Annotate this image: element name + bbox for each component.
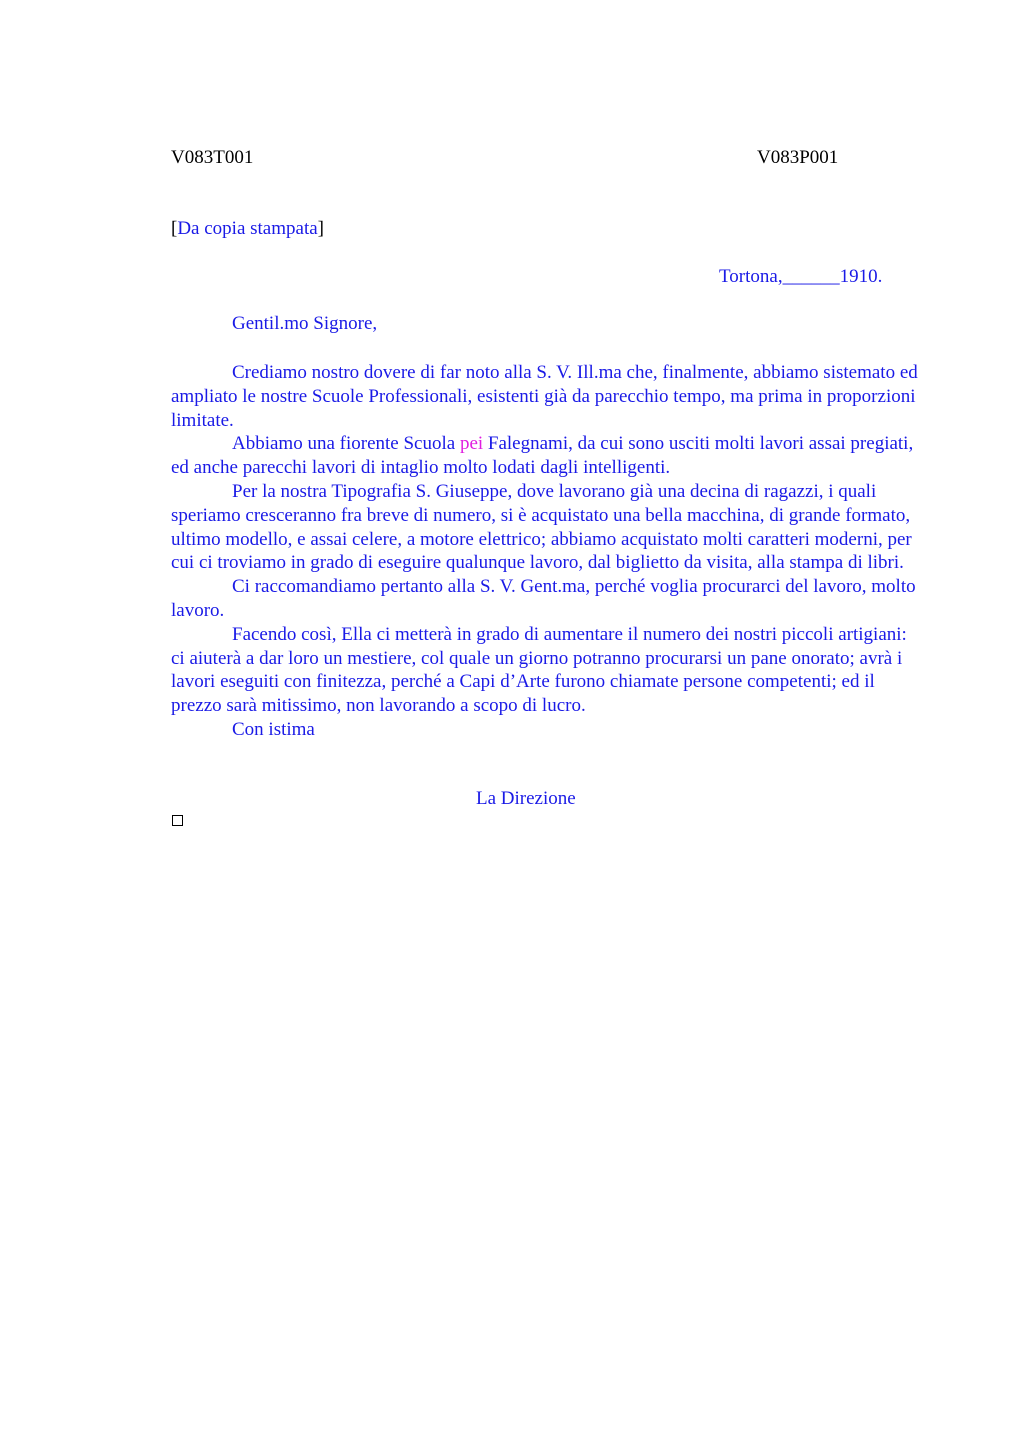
closing-line: Con istima — [232, 718, 315, 740]
letter-body — [171, 361, 923, 742]
source-note-close-bracket: ] — [317, 218, 324, 239]
paragraph-4: Ci raccomandiamo pertanto alla S. V. Gent.ma, perché voglia procurarci del lavoro, molto lavoro. — [171, 576, 916, 621]
document-code-left: V083T001 — [171, 147, 254, 168]
paragraph-2-after: Falegnami, da cui sono usciti molti lavori assai pregiati, ed anche parecchi lavori di intaglio molto lodati dagli intelligenti. — [171, 433, 914, 479]
document-code-right: V083P001 — [757, 147, 839, 168]
letter-dateline: Tortona,______1910. — [719, 266, 883, 287]
source-note-text: Da copia stampata — [177, 218, 318, 239]
paragraph-5: Facendo così, Ella ci metterà in grado di aumentare il numero dei nostri piccoli artigiani: ci aiuterà a dar loro un mestiere, col quale un giorno potranno procurarsi un pane onorato; avrà i lavori eseguiti con finitezza, perché a Capi d’Arte furono chiamate persone competenti; ed il prezzo sarà mitissimo, non lavorando a scopo di lucro. — [171, 623, 907, 717]
source-note-open-bracket: [ — [171, 218, 178, 239]
letter-salutation: Gentil.mo Signore, — [232, 313, 378, 334]
end-marker-box-icon — [172, 815, 183, 826]
letter-signature: La Direzione — [476, 788, 576, 809]
paragraph-2 — [171, 432, 923, 480]
paragraph-2-before: Abbiamo una fiorente Scuola — [232, 433, 460, 455]
paragraph-1: Crediamo nostro dovere di far noto alla S. V. Ill.ma che, finalmente, abbiamo sistemato ed ampliato le nostre Scuole Professionali, esistenti già da parecchio tempo, ma prima in proporzioni limitate. — [171, 362, 918, 431]
highlighted-word: pei — [459, 433, 484, 455]
source-note — [171, 218, 324, 240]
paragraph-3: Per la nostra Tipografia S. Giuseppe, dove lavorano già una decina di ragazzi, i quali speriamo cresceranno fra breve di numero, si è acquistato una bella macchina, di grande formato, ultimo modello, e assai celere, a motore elettrico; abbiamo acquistato molti caratteri moderni, per cui ci troviamo in grado di eseguire qualunque lavoro, dal biglietto da visita, alla stampa di libri. — [171, 480, 912, 574]
